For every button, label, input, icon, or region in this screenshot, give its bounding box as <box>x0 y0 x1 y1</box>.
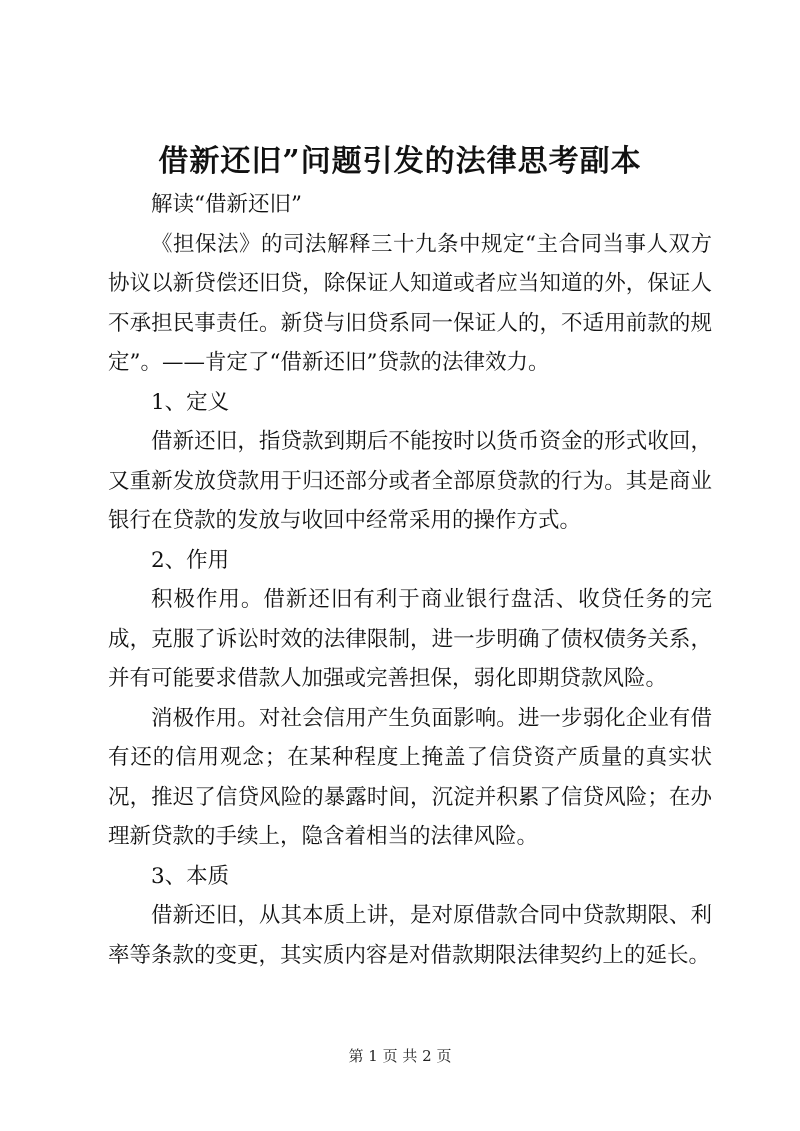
paragraph-positive-effect: 积极作用。借新还旧有利于商业银行盘活、收贷任务的完成，克服了诉讼时效的法律限制，进一步明确了债权债务关系，并有可能要求借款人加强或完善担保，弱化即期贷款风险。 <box>108 587 712 691</box>
section-heading-essence: 3、本质 <box>151 863 230 889</box>
page-number-footer: 第 1 页 共 2 页 <box>348 1047 452 1065</box>
section-heading-definition: 1、定义 <box>151 389 230 415</box>
paragraph-negative-effect: 消极作用。对社会信用产生负面影响。进一步弱化企业有借有还的信用观念；在某种程度上掩盖了信贷资产质量的真实状况，推迟了信贷风险的暴露时间，沉淀并积累了信贷风险；在办理新贷款的手续上，隐含着相当的法律风险。 <box>108 705 712 849</box>
paragraph-definition: 借新还旧，指贷款到期后不能按时以货币资金的形式收回，又重新发放贷款用于归还部分或者全部原贷款的行为。其是商业银行在贷款的发放与收回中经常采用的操作方式。 <box>108 429 712 533</box>
paragraph-guarantee-law: 《担保法》的司法解释三十九条中规定“主合同当事人双方协议以新贷偿还旧贷，除保证人知道或者应当知道的外，保证人不承担民事责任。新贷与旧贷系同一保证人的，不适用前款的规定”。——肯定了“借新还旧”贷款的法律效力。 <box>108 231 712 375</box>
section-heading-interpretation: 解读“借新还旧” <box>151 192 302 217</box>
paragraph-essence: 借新还旧，从其本质上讲，是对原借款合同中贷款期限、利率等条款的变更，其实质内容是对借款期限法律契约上的延长。 <box>108 903 712 968</box>
document-title: 借新还旧”问题引发的法律思考副本 <box>158 144 642 179</box>
section-heading-function: 2、作用 <box>151 547 230 573</box>
document-body <box>108 185 712 975</box>
